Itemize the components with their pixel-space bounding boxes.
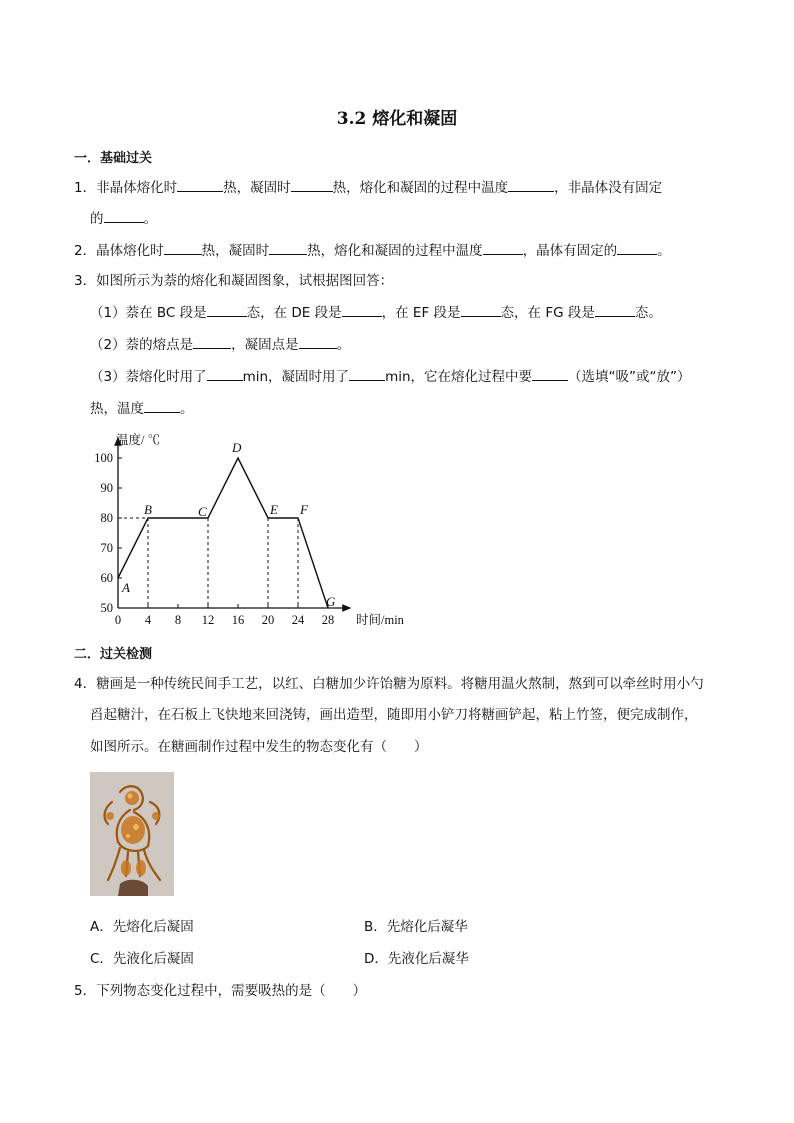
q3-p3-text-d: （选填“吸”或“放”） [568, 369, 691, 385]
x-tick-label: 28 [321, 613, 335, 627]
y-tick-label: 90 [100, 481, 113, 495]
answer-blank[interactable] [508, 177, 554, 192]
answer-blank[interactable] [269, 240, 307, 255]
x-tick-label: 16 [231, 613, 245, 627]
y-axis-label: 温度/ ℃ [116, 433, 161, 447]
q3-p3-text-c: min，它在熔化过程中要 [385, 369, 533, 385]
q3-p3-text-e: 热，温度 [90, 401, 144, 417]
q3-p1-text-c: ，在 EF 段是 [381, 305, 461, 321]
answer-blank[interactable] [207, 302, 247, 317]
x-tick-label: 4 [144, 613, 152, 627]
option-d[interactable]: D．先液化后凝华 [364, 951, 469, 967]
q1-text-e: 的 [90, 211, 104, 227]
q3-p1-text-e: 态。 [634, 305, 662, 321]
y-tick-label: 50 [100, 601, 113, 615]
answer-blank[interactable] [104, 208, 144, 223]
question-2 [74, 240, 671, 261]
option-a[interactable]: A．先熔化后凝固 [90, 919, 194, 935]
melting-curve-chart [88, 420, 408, 630]
q1-text-b: 热，凝固时 [223, 180, 291, 196]
option-b[interactable]: B．先熔化后凝华 [364, 919, 468, 935]
answer-blank[interactable] [207, 366, 243, 381]
q3-p2-text-a: （2）萘的熔点是 [90, 337, 194, 353]
answer-blank[interactable] [144, 398, 180, 413]
q3-p3-text-b: min，凝固时用了 [242, 369, 350, 385]
q3-p2-text-b: ，凝固点是 [231, 337, 299, 353]
answer-blank[interactable] [164, 240, 202, 255]
chart-svg [88, 420, 408, 630]
point-label-c: C [198, 504, 207, 519]
question-3-stem: 3．如图所示为萘的熔化和凝固图象，试根据图回答： [74, 273, 394, 289]
x-axis-label: 时间/min [356, 613, 404, 627]
answer-blank[interactable] [461, 302, 501, 317]
y-tick-label: 60 [100, 571, 113, 585]
q3-p2-text-c: 。 [336, 337, 351, 353]
answer-blank[interactable] [177, 177, 223, 192]
q2-text-e: 。 [657, 243, 671, 259]
temperature-curve [118, 458, 328, 608]
answer-blank[interactable] [483, 240, 523, 255]
q3-p3-text-f: 。 [180, 401, 194, 417]
answer-blank[interactable] [193, 334, 231, 349]
question-3-part-3 [90, 366, 691, 387]
answer-blank[interactable] [342, 302, 382, 317]
answer-blank[interactable] [291, 177, 333, 192]
page-title: 3.2 熔化和凝固 [336, 109, 458, 129]
point-label-e: E [270, 502, 278, 517]
question-3-part-3-cont [90, 398, 194, 419]
point-label-f: F [300, 502, 308, 517]
answer-blank[interactable] [595, 302, 635, 317]
question-4-line-3: 如图所示。在糖画制作过程中发生的物态变化有（ ） [90, 739, 428, 755]
q1-text-a: 1．非晶体熔化时 [74, 180, 178, 196]
sugar-painting-photo [90, 772, 174, 896]
answer-blank[interactable] [617, 240, 657, 255]
x-tick-label: 12 [201, 613, 215, 627]
point-label-a: A [122, 580, 130, 595]
question-1-line-1 [74, 177, 662, 198]
answer-blank[interactable] [349, 366, 385, 381]
section-heading-basic: 一．基础过关 [74, 151, 153, 166]
q2-text-c: 热，熔化和凝固的过程中温度 [307, 243, 483, 259]
x-tick-label: 8 [174, 613, 182, 627]
q3-p1-text-a: （1）萘在 BC 段是 [90, 305, 207, 321]
y-tick-label: 80 [100, 511, 113, 525]
option-c[interactable]: C．先液化后凝固 [90, 951, 194, 967]
question-3-part-2 [90, 334, 350, 355]
q1-text-d: ，非晶体没有固定 [554, 180, 663, 196]
q2-text-d: ，晶体有固定的 [522, 243, 618, 259]
x-tick-label: 0 [114, 613, 122, 627]
question-1-line-2 [90, 208, 157, 229]
question-3-part-1 [90, 302, 662, 323]
y-tick-label: 70 [100, 541, 113, 555]
question-4-line-1: 4．糖画是一种传统民间手工艺，以红、白糖加少许饴糖为原料。将糖用温火熬制，熬到可以牵丝时用小勺 [74, 676, 704, 692]
point-label-d: D [232, 440, 242, 455]
point-label-b: B [144, 502, 152, 517]
x-tick-label: 24 [291, 613, 305, 627]
y-tick-label: 100 [94, 451, 113, 465]
q1-text-f: 。 [143, 211, 157, 227]
answer-blank[interactable] [532, 366, 568, 381]
q2-text-b: 热，凝固时 [201, 243, 270, 259]
point-label-g: G [326, 594, 336, 609]
answer-blank[interactable] [299, 334, 337, 349]
q3-p1-text-d: 态，在 FG 段是 [500, 305, 595, 321]
question-4-line-2: 舀起糖汁，在石板上飞快地来回浇铸，画出造型，随即用小铲刀将糖画铲起，粘上竹签，便完成制作， [90, 707, 698, 723]
q3-p1-text-b: 态，在 DE 段是 [246, 305, 342, 321]
q2-text-a: 2．晶体熔化时 [74, 243, 164, 259]
q1-text-c: 热，熔化和凝固的过程中温度 [332, 180, 509, 196]
x-tick-label: 20 [261, 613, 275, 627]
question-5-stem: 5．下列物态变化过程中，需要吸热的是（ ） [74, 983, 367, 999]
q3-p3-text-a: （3）萘熔化时用了 [90, 369, 207, 385]
section-heading-check: 二．过关检测 [74, 647, 153, 662]
